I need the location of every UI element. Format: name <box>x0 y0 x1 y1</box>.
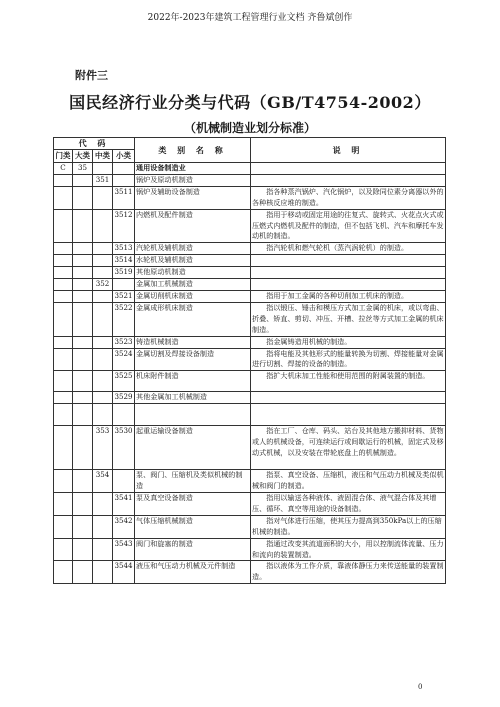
cell-zhong <box>93 267 113 279</box>
page-header: 2022年-2023年建筑工程管理行业文档 齐鲁斌创作 <box>147 13 353 23</box>
cell-desc: 指以锻压、锤击和模压方式加工金属的机床，或以弯曲、折叠、矫直、剪切、冲压、开槽、拉丝等方式加工金属的机床制造。 <box>251 302 446 336</box>
header-zhong: 中类 <box>93 150 113 163</box>
cell-da <box>73 348 93 371</box>
cell-da <box>73 255 93 267</box>
cell-zhong <box>93 243 113 255</box>
cell-zhong <box>93 336 113 348</box>
cell-name: 其他原动机制造 <box>135 267 251 279</box>
cell-zhong: 354 <box>93 470 113 493</box>
cell-da <box>73 302 93 336</box>
cell-men <box>54 538 73 561</box>
table-row <box>54 267 446 279</box>
cell-men <box>54 302 73 336</box>
cell-zhong <box>93 392 113 404</box>
cell-desc <box>251 392 446 404</box>
cell-desc <box>251 174 446 186</box>
cell-da <box>73 515 93 538</box>
cell-zhong: 353 <box>93 426 113 470</box>
cell-men <box>54 255 73 267</box>
cell-da <box>73 267 93 279</box>
cell-da <box>73 426 93 470</box>
cell-xiao: 3530 <box>113 426 135 470</box>
table-body <box>54 163 446 584</box>
cell-da <box>73 561 93 584</box>
cell-name: 金属切割及焊接设备制造 <box>135 348 251 371</box>
cell-zhong <box>93 538 113 561</box>
cell-name: 起重运输设备制造 <box>135 426 251 470</box>
cell-da <box>73 186 93 209</box>
cell-desc <box>251 163 446 175</box>
cell-name: 汽轮机及辅机制造 <box>135 243 251 255</box>
table-row <box>54 493 446 516</box>
table-row <box>54 538 446 561</box>
table-row <box>54 209 446 243</box>
cell-men <box>54 392 73 404</box>
table-row <box>54 302 446 336</box>
table-row <box>54 392 446 404</box>
cell-zhong <box>93 493 113 516</box>
header-men: 门类 <box>54 150 73 163</box>
cell-xiao: 3529 <box>113 392 135 404</box>
cell-desc: 指泵、真空设备、压缩机，液压和气压动力机械及类似机械和阀门的制造。 <box>251 470 446 493</box>
table-row <box>54 371 446 392</box>
cell-xiao: 3525 <box>113 371 135 392</box>
cell-men <box>54 404 73 426</box>
cell-da <box>73 243 93 255</box>
cell-name: 机床附件制造 <box>135 371 251 392</box>
cell-xiao: 3522 <box>113 302 135 336</box>
cell-zhong <box>93 302 113 336</box>
cell-da <box>73 404 93 426</box>
cell-xiao <box>113 163 135 175</box>
cell-zhong: 351 <box>93 174 113 186</box>
cell-zhong <box>93 255 113 267</box>
cell-men <box>54 371 73 392</box>
cell-da <box>73 470 93 493</box>
cell-desc <box>251 267 446 279</box>
cell-men <box>54 186 73 209</box>
cell-xiao: 3511 <box>113 186 135 209</box>
cell-men <box>54 426 73 470</box>
cell-name: 液压和气压动力机械及元件制造 <box>135 561 251 584</box>
cell-zhong <box>93 290 113 302</box>
cell-name: 水轮机及辅机制造 <box>135 255 251 267</box>
cell-desc: 指用以输送各种液体、液固混合体、液气混合体及其增压、循环、真空等用途的设备制造。 <box>251 493 446 516</box>
cell-men <box>54 174 73 186</box>
table-row <box>54 515 446 538</box>
cell-zhong <box>93 404 113 426</box>
table-row <box>54 255 446 267</box>
cell-xiao <box>113 470 135 493</box>
table-row <box>54 426 446 470</box>
header-da: 大类 <box>73 150 93 163</box>
cell-name: 阀门和旋塞的制造 <box>135 538 251 561</box>
cell-xiao: 3544 <box>113 561 135 584</box>
cell-desc: 指用于加工金属的各种切削加工机床的制造。 <box>251 290 446 302</box>
page-number: 0 <box>418 683 423 691</box>
cell-zhong <box>93 348 113 371</box>
cell-men <box>54 209 73 243</box>
cell-name: 金属切削机床制造 <box>135 290 251 302</box>
cell-da <box>73 174 93 186</box>
cell-zhong <box>93 186 113 209</box>
cell-name: 铸造机械制造 <box>135 336 251 348</box>
cell-desc: 指将电能及其他形式的能量转换为切割、焊接能量对金属进行切割、焊接的设备的制造。 <box>251 348 446 371</box>
cell-xiao: 3519 <box>113 267 135 279</box>
cell-men <box>54 470 73 493</box>
cell-xiao: 3514 <box>113 255 135 267</box>
cell-desc: 指各种蒸汽锅炉、汽化锅炉，以及除同位素分离器以外的各种核反应堆的制造。 <box>251 186 446 209</box>
cell-men <box>54 336 73 348</box>
table-row <box>54 470 446 493</box>
cell-name: 锅炉及辅助设备制造 <box>135 186 251 209</box>
annex-label: 附件三 <box>75 69 108 82</box>
cell-xiao: 3512 <box>113 209 135 243</box>
cell-xiao: 3513 <box>113 243 135 255</box>
cell-men <box>54 290 73 302</box>
cell-men <box>54 515 73 538</box>
cell-da: 35 <box>73 163 93 175</box>
cell-name: 泵、阀门、压缩机及类似机械的制造 <box>135 470 251 493</box>
cell-desc: 指通过改变其流道面积的大小，用以控制流体流量、压力和流向的装置制造。 <box>251 538 446 561</box>
cell-name: 锅炉及原动机制造 <box>135 174 251 186</box>
cell-zhong <box>93 561 113 584</box>
header-code: 代 码 <box>54 138 135 150</box>
cell-xiao: 3521 <box>113 290 135 302</box>
cell-zhong: 352 <box>93 279 113 291</box>
cell-xiao: 3524 <box>113 348 135 371</box>
cell-name: 金属成形机床制造 <box>135 302 251 336</box>
table-row <box>54 290 446 302</box>
cell-xiao <box>113 279 135 291</box>
header-xiao: 小类 <box>113 150 135 163</box>
cell-desc <box>251 255 446 267</box>
cell-xiao: 3542 <box>113 515 135 538</box>
cell-desc <box>251 404 446 426</box>
header-name: 类 别 名 称 <box>135 138 251 163</box>
cell-desc: 指在工厂、仓库、码头、站台及其他地方搬抑材料、货物或人的机械设备，可连续运行或间歇运行的机械，固定式及移动式机械，以及安装在带轮底盘上的机械制造。 <box>251 426 446 470</box>
cell-desc <box>251 279 446 291</box>
classification-table <box>53 137 446 584</box>
table-row <box>54 243 446 255</box>
cell-da <box>73 392 93 404</box>
table-row <box>54 163 446 175</box>
cell-men <box>54 493 73 516</box>
cell-desc: 指汽轮机和燃气轮机（蒸汽涡轮机）的制造。 <box>251 243 446 255</box>
cell-men <box>54 561 73 584</box>
document-subtitle: （机械制造业划分标准） <box>183 121 316 135</box>
cell-men <box>54 267 73 279</box>
cell-zhong <box>93 209 113 243</box>
cell-da <box>73 290 93 302</box>
table-row <box>54 174 446 186</box>
cell-name: 通用设备制造业 <box>135 163 251 175</box>
table-row <box>54 186 446 209</box>
cell-name: 其他金属加工机械制造 <box>135 392 251 404</box>
cell-name <box>135 404 251 426</box>
cell-zhong <box>93 163 113 175</box>
cell-name: 内燃机及配件制造 <box>135 209 251 243</box>
cell-da <box>73 336 93 348</box>
cell-desc: 指用于移动或固定用途的往复式、旋转式、火花点火式或压燃式内燃机及配件的制造，但不包括飞机、汽车和摩托车发动机的制造。 <box>251 209 446 243</box>
header-desc: 说 明 <box>251 138 446 163</box>
cell-desc: 指以液体为工作介质，靠液体静压力来传送能量的装置制造。 <box>251 561 446 584</box>
cell-xiao: 3523 <box>113 336 135 348</box>
cell-name: 气体压缩机械制造 <box>135 515 251 538</box>
cell-da <box>73 279 93 291</box>
cell-men <box>54 279 73 291</box>
cell-xiao: 3541 <box>113 493 135 516</box>
table-row <box>54 336 446 348</box>
table-row <box>54 348 446 371</box>
table-row <box>54 404 446 426</box>
cell-xiao <box>113 404 135 426</box>
cell-zhong <box>93 515 113 538</box>
cell-men <box>54 243 73 255</box>
cell-da <box>73 538 93 561</box>
cell-xiao <box>113 174 135 186</box>
cell-da <box>73 209 93 243</box>
cell-da <box>73 493 93 516</box>
table-row <box>54 279 446 291</box>
cell-xiao: 3543 <box>113 538 135 561</box>
cell-men <box>54 348 73 371</box>
table-row <box>54 561 446 584</box>
cell-name: 金属加工机械制造 <box>135 279 251 291</box>
cell-men: C <box>54 163 73 175</box>
cell-desc: 指对气体进行压缩，使其压力提高到350kPa以上的压缩机械的制造。 <box>251 515 446 538</box>
cell-zhong <box>93 371 113 392</box>
cell-da <box>73 371 93 392</box>
cell-name: 泵及真空设备制造 <box>135 493 251 516</box>
document-title: 国民经济行业分类与代码（GB/T4754-2002） <box>69 93 431 112</box>
cell-desc: 指金属铸造用机械的制造。 <box>251 336 446 348</box>
cell-desc: 指扩大机床加工性能和使用范围的附属装置的制造。 <box>251 371 446 392</box>
